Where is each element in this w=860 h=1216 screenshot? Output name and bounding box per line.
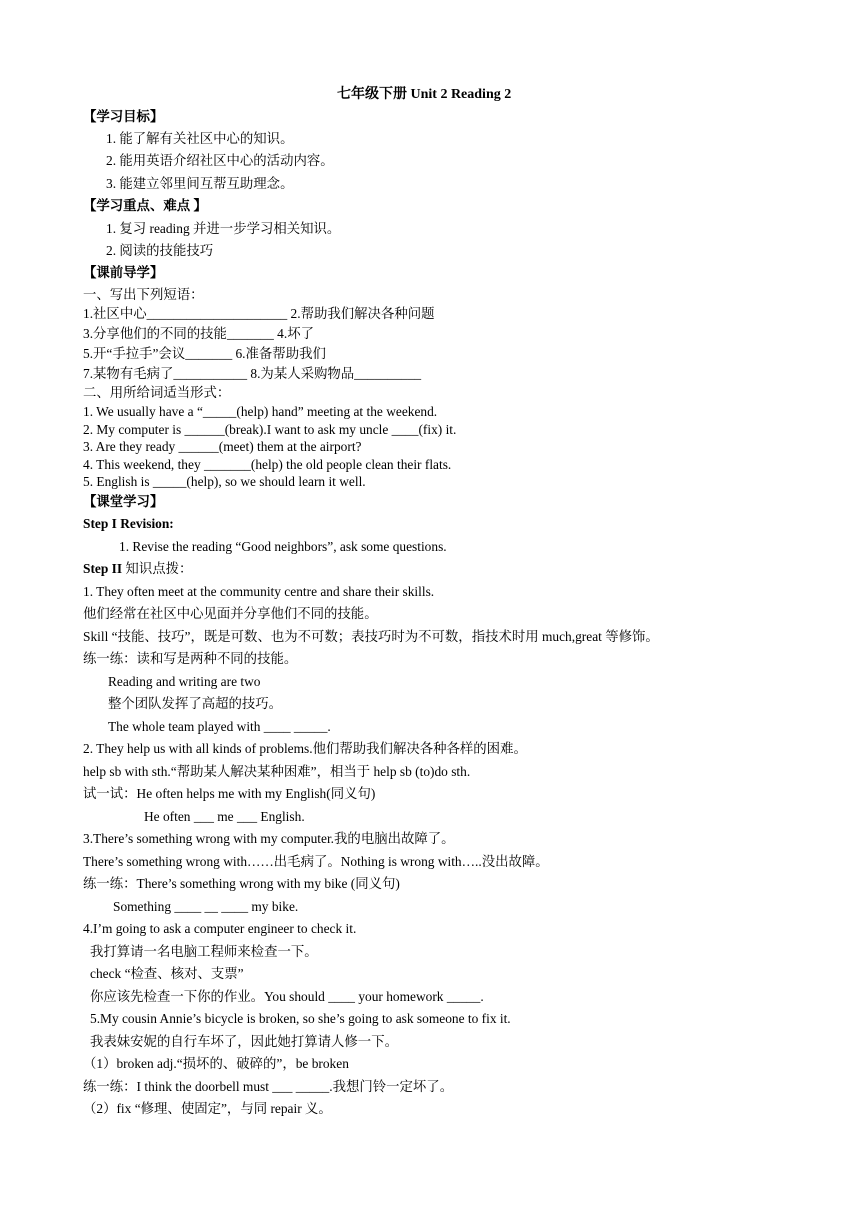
note-line: help sb with sth.“帮助某人解决某种困难”，相当于 help sb (to)do sth. — [83, 764, 471, 779]
phrase-exercise-line: 1.社区中心_____________________ 2.帮助我们解决各种问题 — [83, 306, 435, 321]
word-form-item: 3. Are they ready ______(meet) them at the airport? — [83, 439, 362, 454]
objective-item: 2. 能用英语介绍社区中心的活动内容。 — [106, 153, 334, 168]
note-line: Reading and writing are two — [108, 674, 261, 689]
word-form-item: 4. This weekend, they _______(help) the old people clean their flats. — [83, 457, 452, 472]
note-line: There’s something wrong with……出毛病了。Nothing is wrong with…..没出故障。 — [83, 854, 549, 869]
objective-item: 3. 能建立邻里间互帮互助理念。 — [106, 176, 294, 191]
section-heading-classroom: 【课堂学习】 — [83, 494, 164, 509]
phrase-exercise-line: 5.开“手拉手”会议_______ 6.准备帮助我们 — [83, 346, 326, 361]
section-heading-preview: 【课前导学】 — [83, 265, 164, 280]
step-item: 1. Revise the reading “Good neighbors”, ask some questions. — [119, 539, 447, 554]
step-heading — [83, 561, 192, 577]
note-line: Skill “技能、技巧”，既是可数、也为不可数；表技巧时为不可数，指技术时用 much,great 等修饰。 — [83, 629, 659, 644]
note-line: He often ___ me ___ English. — [144, 809, 305, 824]
step-label: Step II — [83, 561, 123, 576]
page-title: 七年级下册 Unit 2 Reading 2 — [337, 87, 512, 102]
key-point-item: 1. 复习 reading 并进一步学习相关知识。 — [106, 221, 341, 236]
phrase-exercise-line: 3.分享他们的不同的技能_______ 4.坏了 — [83, 326, 314, 341]
note-line: The whole team played with ____ _____. — [108, 719, 331, 734]
note-line: 他们经常在社区中心见面并分享他们不同的技能。 — [83, 606, 378, 621]
note-line: Something ____ __ ____ my bike. — [113, 899, 299, 914]
note-line: check “检查、核对、支票” — [90, 966, 244, 981]
exercise-heading: 二、用所给词适当形式： — [83, 385, 231, 400]
word-form-item: 5. English is _____(help), so we should learn it well. — [83, 474, 366, 489]
note-line: 你应该先检查一下你的作业。You should ____ your homework _____. — [90, 989, 484, 1004]
note-line: 1. They often meet at the community centre and share their skills. — [83, 584, 435, 599]
exercise-heading: 一、写出下列短语： — [83, 287, 204, 302]
word-form-item: 2. My computer is ______(break).I want to ask my uncle ____(fix) it. — [83, 422, 457, 437]
section-heading-key-points: 【学习重点、难点 】 — [83, 198, 207, 213]
phrase-exercise-line: 7.某物有毛病了___________ 8.为某人采购物品__________ — [83, 366, 422, 381]
note-line: 练一练：There’s something wrong with my bike (同义句) — [83, 876, 400, 891]
note-line: （1）broken adj.“损坏的、破碎的”，be broken — [83, 1056, 349, 1071]
section-heading-objectives: 【学习目标】 — [83, 109, 164, 124]
note-line: 整个团队发挥了高超的技巧。 — [108, 696, 283, 711]
note-line: 我打算请一名电脑工程师来检查一下。 — [90, 944, 318, 959]
step-heading: Step I Revision: — [83, 516, 174, 531]
step-subtitle: 知识点拨： — [122, 561, 193, 576]
note-line: （2）fix “修理、使固定”，与同 repair 义。 — [83, 1101, 332, 1116]
note-line: 练一练：读和写是两种不同的技能。 — [83, 651, 298, 666]
note-line: 5.My cousin Annie’s bicycle is broken, so she’s going to ask someone to fix it. — [90, 1011, 511, 1026]
note-line: 3.There’s something wrong with my computer.我的电脑出故障了。 — [83, 831, 455, 846]
note-line: 我表妹安妮的自行车坏了，因此她打算请人修一下。 — [90, 1034, 398, 1049]
word-form-item: 1. We usually have a “_____(help) hand” meeting at the weekend. — [83, 404, 438, 419]
note-line: 2. They help us with all kinds of problems.他们帮助我们解决各种各样的困难。 — [83, 741, 527, 756]
objective-item: 1. 能了解有关社区中心的知识。 — [106, 131, 294, 146]
note-line: 4.I’m going to ask a computer engineer to check it. — [83, 921, 357, 936]
key-point-item: 2. 阅读的技能技巧 — [106, 243, 214, 258]
note-line: 试一试：He often helps me with my English(同义句) — [83, 786, 376, 801]
note-line: 练一练：I think the doorbell must ___ _____.我想门铃一定坏了。 — [83, 1079, 454, 1094]
